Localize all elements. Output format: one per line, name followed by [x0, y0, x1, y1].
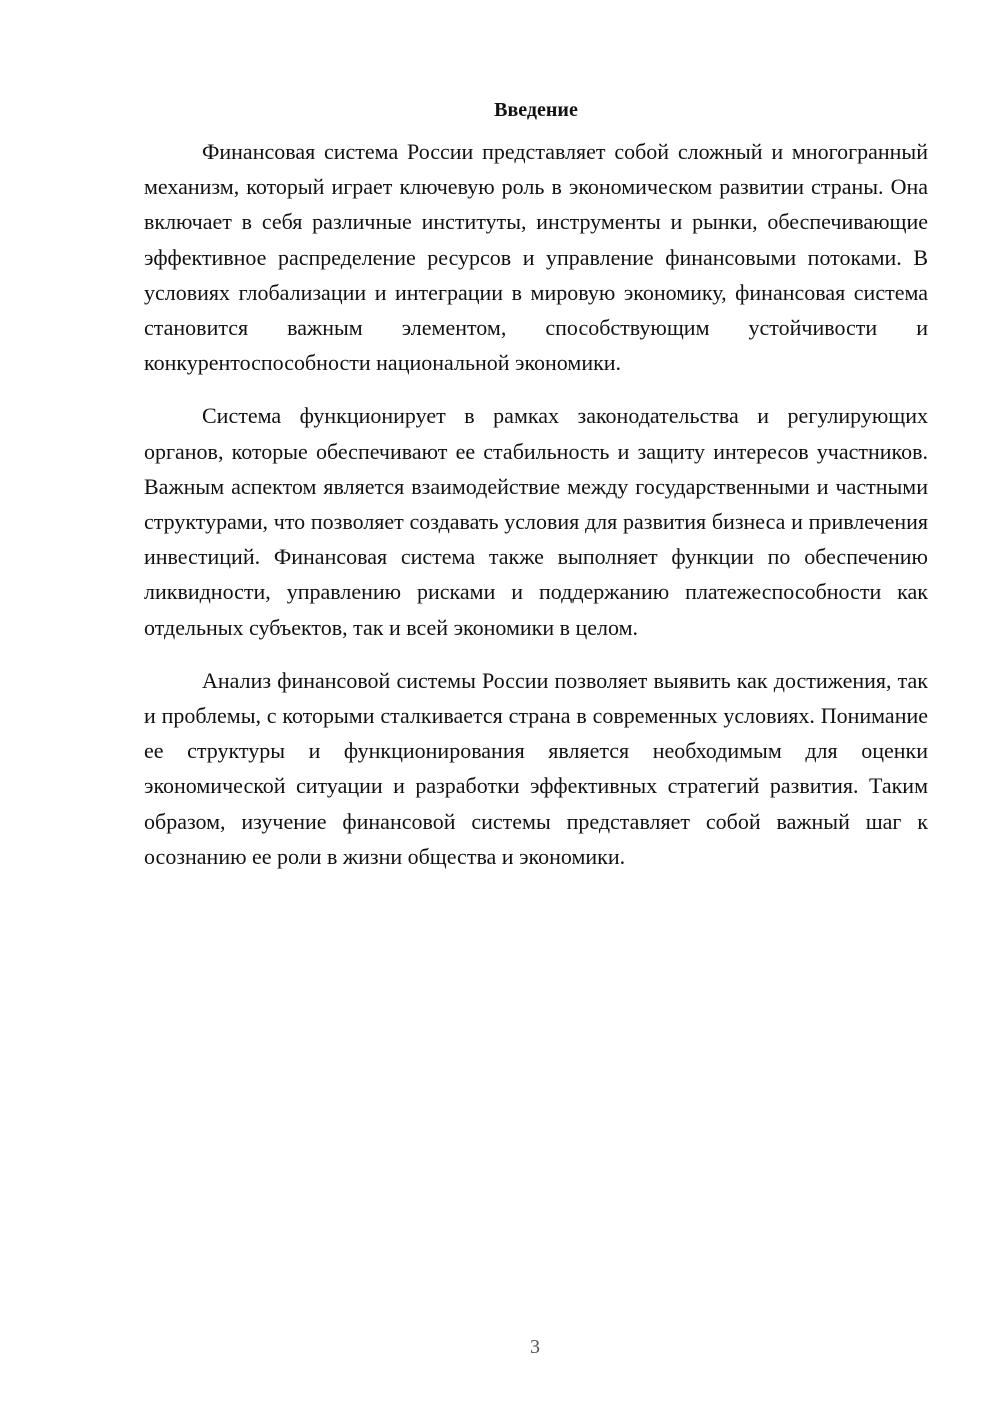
paragraph-1: Финансовая система России представляет собой сложный и многогранный механизм, который играет ключевую роль в экономическом развитии страны. Она включает в себя различные институты, инструменты и рынки, обеспечивающие эффективное распределение ресурсов и управление финансовыми потоками. В условиях глобализации и интеграции в мировую экономику, финансовая система становится важным элементом, способствующим устойчивости и конкурентоспособности национальной экономики.	[144, 139, 928, 376]
page-number: 3	[530, 1336, 540, 1358]
paragraph-3: Анализ финансовой системы России позволяет выявить как достижения, так и проблемы, с которыми сталкивается страна в современных условиях. Понимание ее структуры и функционирования является необходимым для оценки экономической ситуации и разработки эффективных стратегий развития. Таким образом, изучение финансовой системы представляет собой важный шаг к осознанию ее роли в жизни общества и экономики.	[144, 667, 928, 869]
paragraph-2: Система функционирует в рамках законодательства и регулирующих органов, которые обеспечивают ее стабильность и защиту интересов участников. Важным аспектом является взаимодействие между государственными и частными структурами, что позволяет создавать условия для развития бизнеса и привлечения инвестиций. Финансовая система также выполняет функции по обеспечению ликвидности, управлению рисками и поддержанию платежеспособности как отдельных субъектов, так и всей экономики в целом.	[144, 403, 928, 640]
section-heading: Введение	[494, 99, 578, 121]
page-content	[144, 96, 928, 892]
